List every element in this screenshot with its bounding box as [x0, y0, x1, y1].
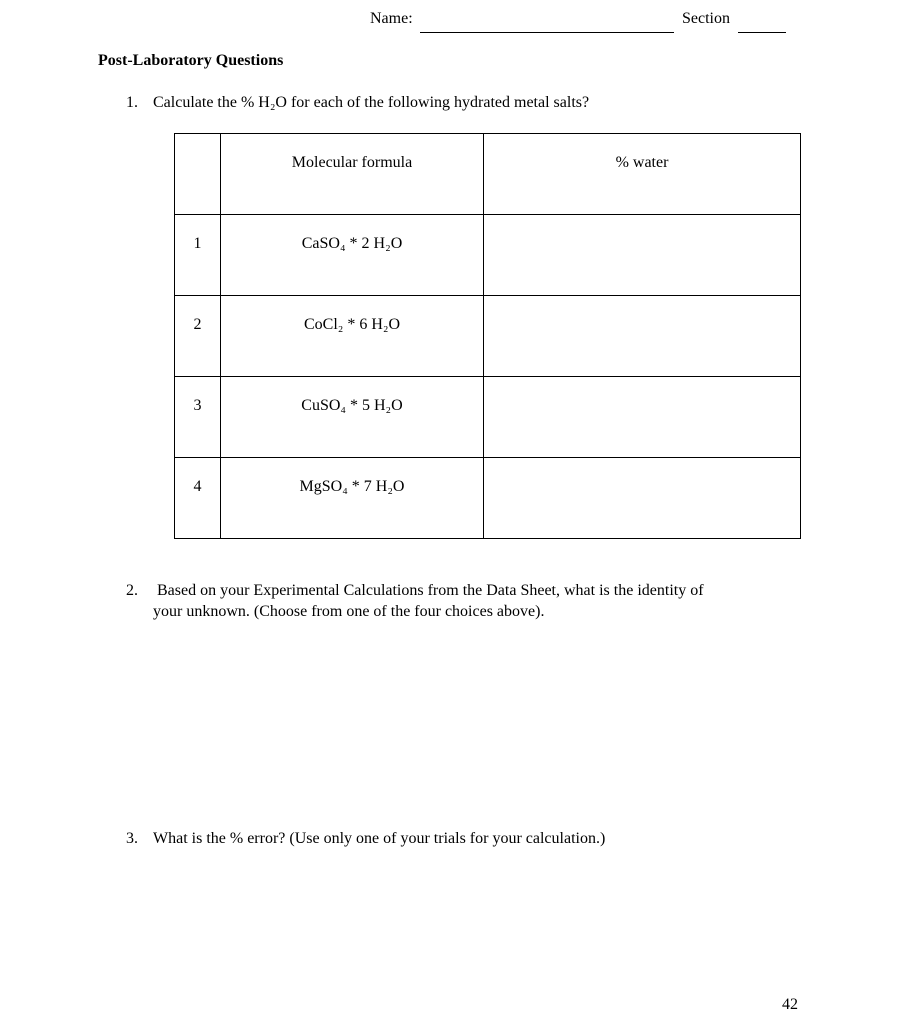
page-number: 42 [782, 996, 798, 1013]
row-index-cell: 3 [175, 377, 221, 458]
q1-text: Calculate the % H₂O for each of the following hydrated metal salts? [153, 94, 590, 111]
table-row [175, 458, 801, 539]
q3-number: 3. [126, 830, 138, 847]
q1-number: 1. [126, 94, 138, 111]
row-formula-cell: CuSO₄ * 5 H₂O [221, 377, 484, 458]
row-index-cell: 1 [175, 215, 221, 296]
row-formula-cell: CoCl₂ * 6 H₂O [221, 296, 484, 377]
row-formula-cell: CaSO₄ * 2 H₂O [221, 215, 484, 296]
row-index-cell: 4 [175, 458, 221, 539]
q2-number: 2. [126, 582, 138, 599]
header-water-cell: % water [484, 134, 801, 215]
row-formula-cell: MgSO₄ * 7 H₂O [221, 458, 484, 539]
table-row [175, 296, 801, 377]
row-water-cell[interactable] [484, 296, 801, 377]
table-header-row [175, 134, 801, 215]
name-blank-line[interactable] [420, 32, 674, 33]
header-formula-cell: Molecular formula [221, 134, 484, 215]
section-blank-line[interactable] [738, 32, 786, 33]
hydrate-table [174, 133, 801, 539]
q2-text-line2: your unknown. (Choose from one of the four choices above). [153, 603, 545, 620]
row-water-cell[interactable] [484, 215, 801, 296]
section-label: Section [682, 10, 730, 27]
row-index-cell: 2 [175, 296, 221, 377]
row-water-cell[interactable] [484, 377, 801, 458]
q3-text: What is the % error? (Use only one of your trials for your calculation.) [153, 830, 606, 847]
table-row [175, 215, 801, 296]
q2-text-line1: Based on your Experimental Calculations from the Data Sheet, what is the identity of [157, 582, 704, 599]
header-index-cell [175, 134, 221, 215]
table-row [175, 377, 801, 458]
name-label: Name: [370, 10, 413, 27]
page-title: Post-Laboratory Questions [98, 52, 284, 69]
row-water-cell[interactable] [484, 458, 801, 539]
